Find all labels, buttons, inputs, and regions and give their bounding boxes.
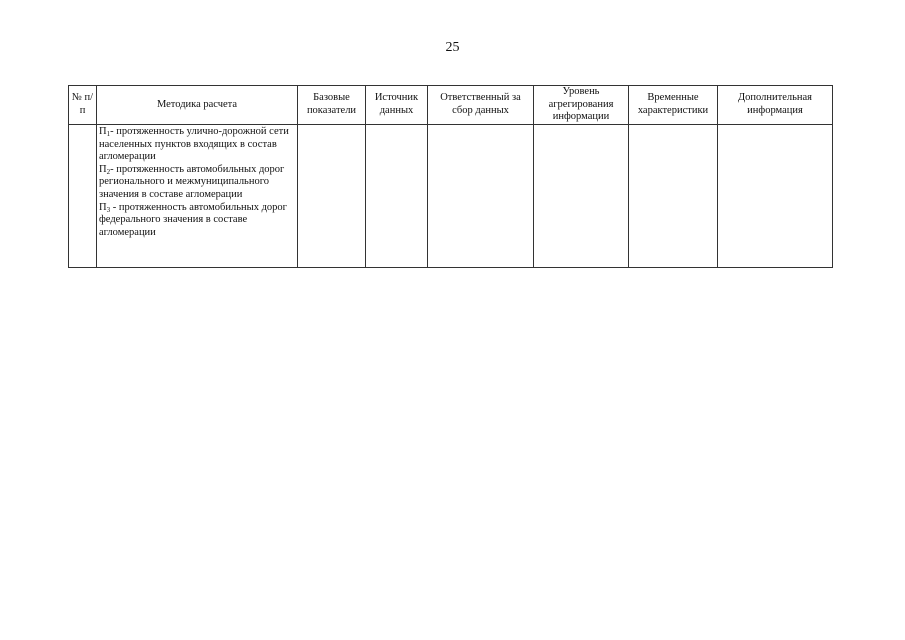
header-num: № п/п [69, 86, 97, 125]
method-item-2-symbol: П [99, 163, 107, 175]
method-item-2-subscript: 2 [106, 167, 111, 176]
cell-responsible [428, 125, 534, 268]
cell-aggregation-level [534, 125, 629, 268]
method-item-3 [99, 202, 295, 240]
cell-time-characteristics [629, 125, 718, 268]
methodology-table [68, 85, 833, 268]
header-additional-info: Дополнительная информация [718, 86, 833, 125]
cell-base-indicators [298, 125, 366, 268]
page-number: 25 [445, 40, 460, 55]
header-base-indicators: Базовые показатели [298, 86, 366, 125]
method-item-1-symbol: П [99, 126, 107, 137]
method-item-1-text: - протяженность улично-дорожной сети населенных пунктов входящих в состав агломерации [99, 126, 289, 163]
method-item-3-symbol: П [99, 201, 107, 213]
table-row [69, 125, 833, 268]
method-item-1 [99, 126, 295, 164]
method-item-2-text: - протяженность автомобильных дорог регионального и межмуниципального значения в составе агломерации [99, 163, 285, 200]
method-item-3-subscript: 3 [106, 205, 111, 214]
header-method: Методика расчета [97, 86, 298, 125]
table-header-row [69, 86, 833, 125]
method-item-3-text: - протяженность автомобильных дорог федерального значения в составе агломерации [99, 201, 287, 238]
header-data-source: Источник данных [366, 86, 428, 125]
method-item-2 [99, 164, 295, 202]
cell-num [69, 125, 97, 268]
cell-method [97, 125, 298, 268]
cell-data-source [366, 125, 428, 268]
header-responsible: Ответственный за сбор данных [428, 86, 534, 125]
cell-additional-info [718, 125, 833, 268]
method-item-1-subscript: 1 [106, 130, 111, 138]
header-time-characteristics: Временные характеристики [629, 86, 718, 125]
header-aggregation-level: Уровень агрегирования информации [534, 86, 629, 125]
